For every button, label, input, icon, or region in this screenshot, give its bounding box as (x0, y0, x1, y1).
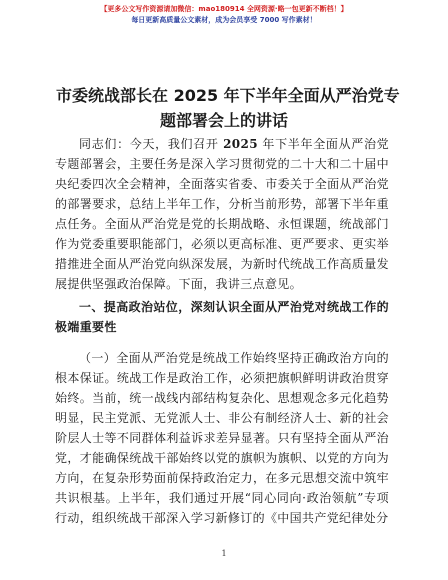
promo-line-blue: 每日更新高质量公文素材，成为会员享受 7000 写作素材！ (131, 16, 317, 24)
page-number: 1 (221, 549, 227, 558)
section-one-body (55, 348, 389, 528)
document-title (56, 83, 400, 133)
promo-line-red: 【更多公文写作资源请加微信：mao180914 全网资源·略一包更新不断档！】 (100, 5, 348, 13)
opening-paragraph (55, 134, 389, 294)
section-heading-1: 一、提高政治站位，深刻认识全面从严治党对统战工作的极端重要性 (55, 300, 389, 334)
section-one (55, 297, 389, 337)
opening-year: 2025 (223, 137, 258, 151)
point-one-paragraph: （一）全面从严治党是统战工作始终坚持正确政治方向的根本保证。统战工作是政治工作，必须把旗帜鲜明讲政治贯穿始终。当前，统一战线内部结构复杂化、思想观念多元化趋势明显，民主党派、无党派人士、非公有制经济人士、新的社会阶层人士等不同群体利益诉求差异显著。只有坚持全面从严治党，才能确保统战干部始终以党的旗帜为旗帜、以党的方向为方向，在复杂形势面前保持政治定力，在多元思想交流中筑牢共识根基。上半年，我们通过开展“同心同向·政治领航”专项行动，组织统战干部深入学习新修订的《中国共产党纪律处分 (55, 351, 389, 525)
opening-text-pre: 同志们：今天，我们召开 (79, 137, 224, 151)
title-line-1: 市委统战部长在 2025 年下半年全面从严治党专 (56, 86, 400, 105)
title-line-2: 题部署会上的讲话 (159, 111, 288, 130)
body-text (55, 134, 389, 294)
promo-banner (0, 4, 448, 26)
opening-text-post: 年下半年全面从严治党专题部署会，主要任务是深入学习贯彻党的二十大和二十届中央纪委四次全会精神，全面落实省委、市委关于全面从严治党的部署要求，总结上半年工作，分析当前形势，部署下半年重点任务。全面从严治党是党的长期战略、永恒课题，统战部门作为党委重要职能部门，必须以更高标准、更严要求、更实举措推进全面从严治党向纵深发展，为新时代统战工作高质量发展提供坚强政治保障。下面，我讲三点意见。 (55, 137, 389, 291)
